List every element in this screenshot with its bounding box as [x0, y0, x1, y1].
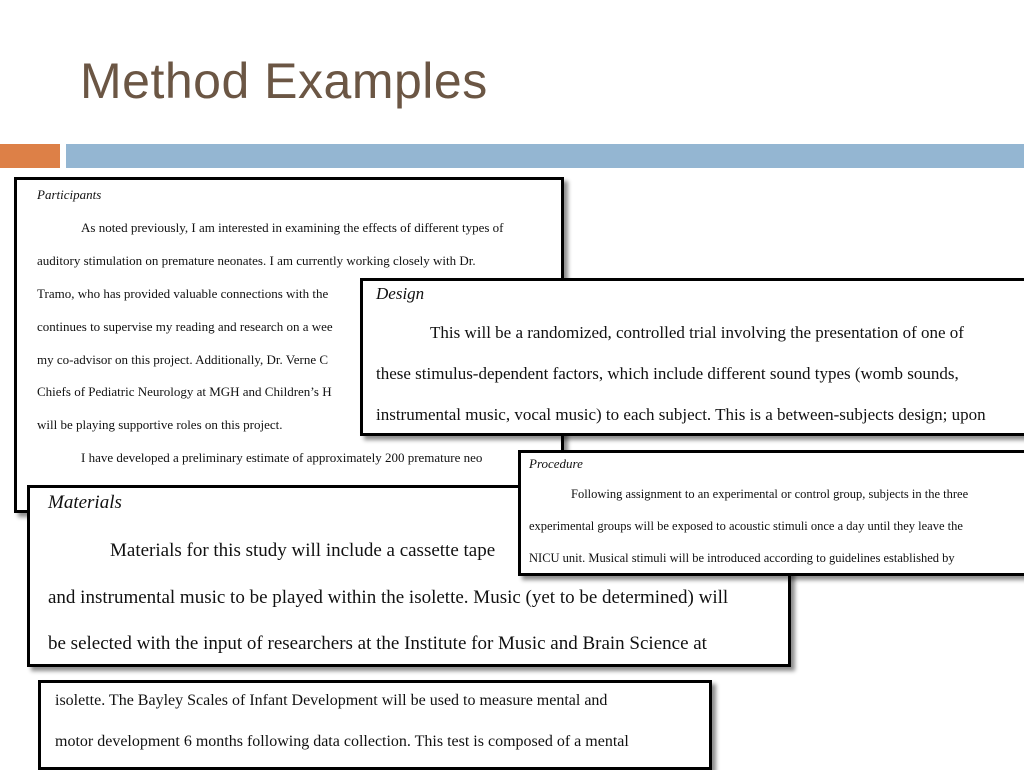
participants-line: my co-advisor on this project. Additionally, Dr. Verne C — [37, 352, 329, 367]
slide-title: Method Examples — [80, 53, 488, 109]
materials-line: be selected with the input of researchers at the Institute for Music and Brain Science at — [48, 633, 707, 654]
participants-line: will be playing supportive roles on this project. — [37, 417, 283, 432]
participants-heading: Participants — [37, 187, 102, 202]
procedure-heading: Procedure — [529, 456, 583, 471]
participants-line: auditory stimulation on premature neonates. I am currently working closely with Dr. — [37, 253, 476, 268]
procedure-line: NICU unit. Musical stimuli will be introduced according to guidelines established by — [529, 551, 955, 565]
participants-line: As noted previously, I am interested in examining the effects of different types of — [81, 220, 504, 235]
participants-line: Tramo, who has provided valuable connections with the — [37, 286, 329, 301]
materials-line: and instrumental music to be played within the isolette. Music (yet to be determined) will — [48, 587, 729, 608]
measures-line: isolette. The Bayley Scales of Infant Development will be used to measure mental and — [55, 692, 608, 709]
participants-line: Chiefs of Pediatric Neurology at MGH and Children’s H — [37, 384, 332, 399]
participants-line: I have developed a preliminary estimate of approximately 200 premature neo — [81, 450, 483, 465]
procedure-excerpt — [518, 450, 1024, 576]
procedure-line: Following assignment to an experimental or control group, subjects in the three — [571, 487, 969, 501]
materials-heading: Materials — [48, 492, 122, 513]
design-excerpt — [360, 278, 1024, 436]
design-line: This will be a randomized, controlled trial involving the presentation of one of — [430, 323, 964, 342]
materials-line: Materials for this study will include a cassette tape — [110, 540, 496, 561]
measures-excerpt — [38, 680, 712, 770]
participants-line: continues to supervise my reading and research on a wee — [37, 319, 333, 334]
measures-line: motor development 6 months following data collection. This test is composed of a mental — [55, 733, 629, 750]
design-line: these stimulus-dependent factors, which include different sound types (womb sounds, — [376, 364, 959, 383]
accent-bar-orange — [0, 144, 60, 168]
procedure-line: experimental groups will be exposed to acoustic stimuli once a day until they leave the — [529, 519, 963, 533]
design-line: instrumental music, vocal music) to each subject. This is a between-subjects design; upon — [376, 405, 986, 424]
accent-bar-blue — [66, 144, 1024, 168]
design-heading: Design — [376, 284, 425, 303]
